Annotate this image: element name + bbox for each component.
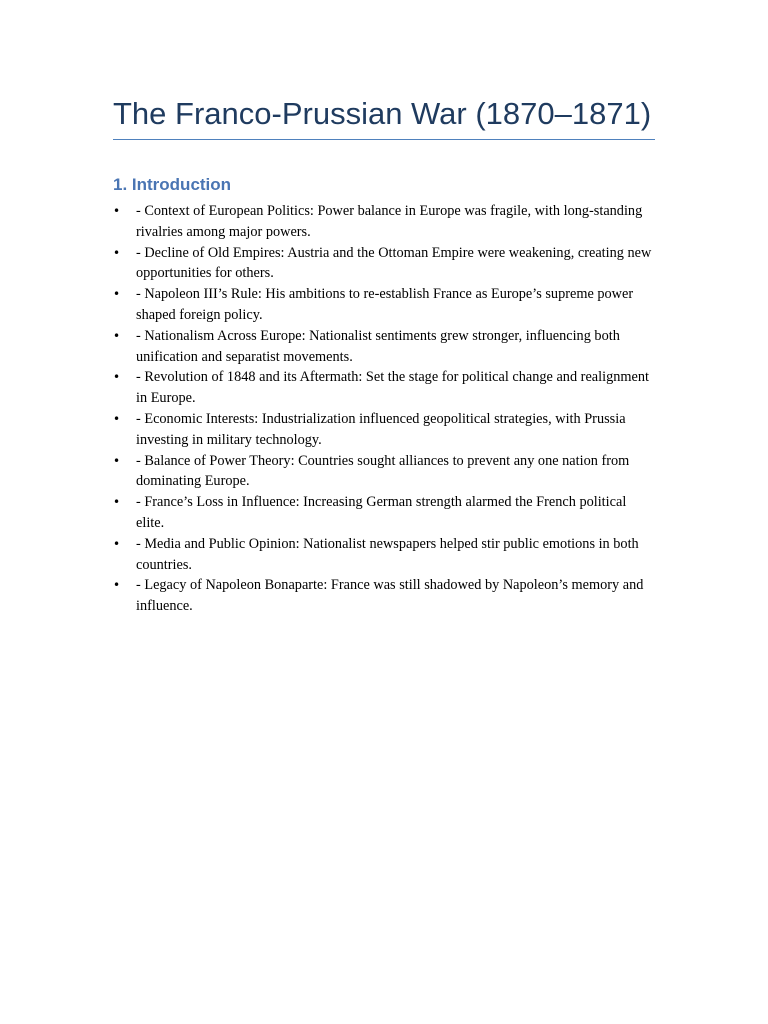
- list-item-text: - Legacy of Napoleon Bonaparte: France was still shadowed by Napoleon’s memory and influence.: [136, 577, 644, 615]
- bullet-icon: •: [113, 578, 121, 593]
- list-item: [113, 243, 658, 285]
- bullet-icon: •: [113, 495, 121, 510]
- bullet-icon: •: [113, 204, 121, 218]
- list-item: [113, 201, 658, 243]
- bullet-list: [113, 201, 658, 617]
- list-item-text: - Decline of Old Empires: Austria and the Ottoman Empire were weakening, creating new opportunities for others.: [136, 244, 652, 282]
- bullet-icon: •: [113, 370, 121, 385]
- list-item: [113, 451, 658, 493]
- list-item-text: - Napoleon III’s Rule: His ambitions to re-establish France as Europe’s supreme power shaped foreign policy.: [136, 286, 634, 323]
- bullet-icon: •: [113, 328, 121, 343]
- list-item: [113, 367, 658, 409]
- list-item: [113, 492, 658, 534]
- list-item-text: - Media and Public Opinion: Nationalist newspapers helped stir public emotions in both countries.: [136, 535, 639, 573]
- list-item-text: - France’s Loss in Influence: Increasing German strength alarmed the French political elite.: [136, 494, 627, 531]
- bullet-icon: •: [113, 245, 121, 260]
- document-title: The Franco-Prussian War (1870–1871): [113, 96, 652, 131]
- section-heading: 1. Introduction: [113, 175, 232, 194]
- list-item: [113, 409, 658, 451]
- list-item: [113, 575, 658, 617]
- list-item: [113, 326, 658, 368]
- list-item-text: - Economic Interests: Industrialization influenced geopolitical strategies, with Prussia investing in military technology.: [136, 410, 626, 448]
- bullet-icon: •: [113, 453, 121, 468]
- bullet-icon: •: [113, 411, 121, 426]
- bullet-icon: •: [113, 536, 121, 551]
- list-item: [113, 284, 658, 326]
- list-item-text: - Nationalism Across Europe: Nationalist sentiments grew stronger, influencing both unification and separatist movements.: [136, 327, 620, 365]
- list-item-text: - Revolution of 1848 and its Aftermath: Set the stage for political change and realignment in Europe.: [136, 369, 649, 407]
- list-item-text: - Balance of Power Theory: Countries sought alliances to prevent any one nation from dominating Europe.: [136, 452, 630, 490]
- list-item: [113, 534, 658, 576]
- bullet-icon: •: [113, 287, 121, 302]
- list-item-text: - Context of European Politics: Power balance in Europe was fragile, with long-standing rivalries among major powers.: [136, 203, 643, 240]
- title-underline-rule: [113, 139, 655, 140]
